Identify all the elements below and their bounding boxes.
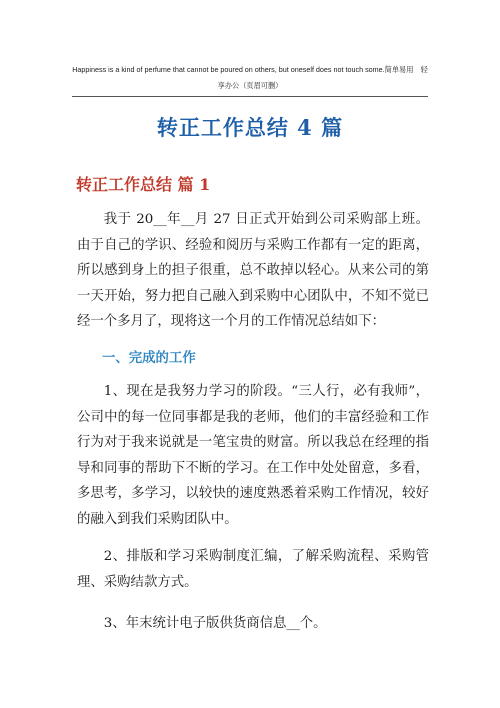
sub-heading-completed-work: 一、完成的工作 xyxy=(102,350,196,366)
document-title: 转正工作总结 4 篇 xyxy=(156,115,344,140)
header-note-line-1: Happiness is a kind of perfume that cannot be poured on others, but oneself does not touch some.简单易用 轻 xyxy=(72,65,428,74)
header-divider xyxy=(72,96,428,97)
list-item: 1、现在是我努力学习的阶段。“三人行，必有我师”，公司中的每一位同事都是我的老师，他们的丰富经验和工作行为对于我来说就是一笔宝贵的财富。所以我总在经理的指导和同事的帮助下不断的学习。在工作中处处留意，多看，多思考，多学习，以较快的速度熟悉着采购工作情况，较好的融入到我们采购团队中。 xyxy=(77,384,429,527)
page-header-note xyxy=(62,62,438,94)
list-item: 3、年末统计电子版供货商信息__个。 xyxy=(103,616,327,631)
intro-paragraph: 我于 20__年__月 27 日正式开始到公司采购部上班。由于自己的学识、经验和阅历与采购工作都有一定的距离，所以感到身上的担子很重，总不敢掉以轻心。从来公司的第一天开始，努力把自己融入到采购中心团队中，不知不觉已经一个多月了，现将这一个月的工作情况总结如下： xyxy=(77,212,429,329)
header-note-line-2: 享办公（页眉可删） xyxy=(217,81,283,90)
section-heading: 转正工作总结 篇 1 xyxy=(76,175,211,194)
list-item: 2、排版和学习采购制度汇编，了解采购流程、采购管理、采购结款方式。 xyxy=(77,549,429,590)
